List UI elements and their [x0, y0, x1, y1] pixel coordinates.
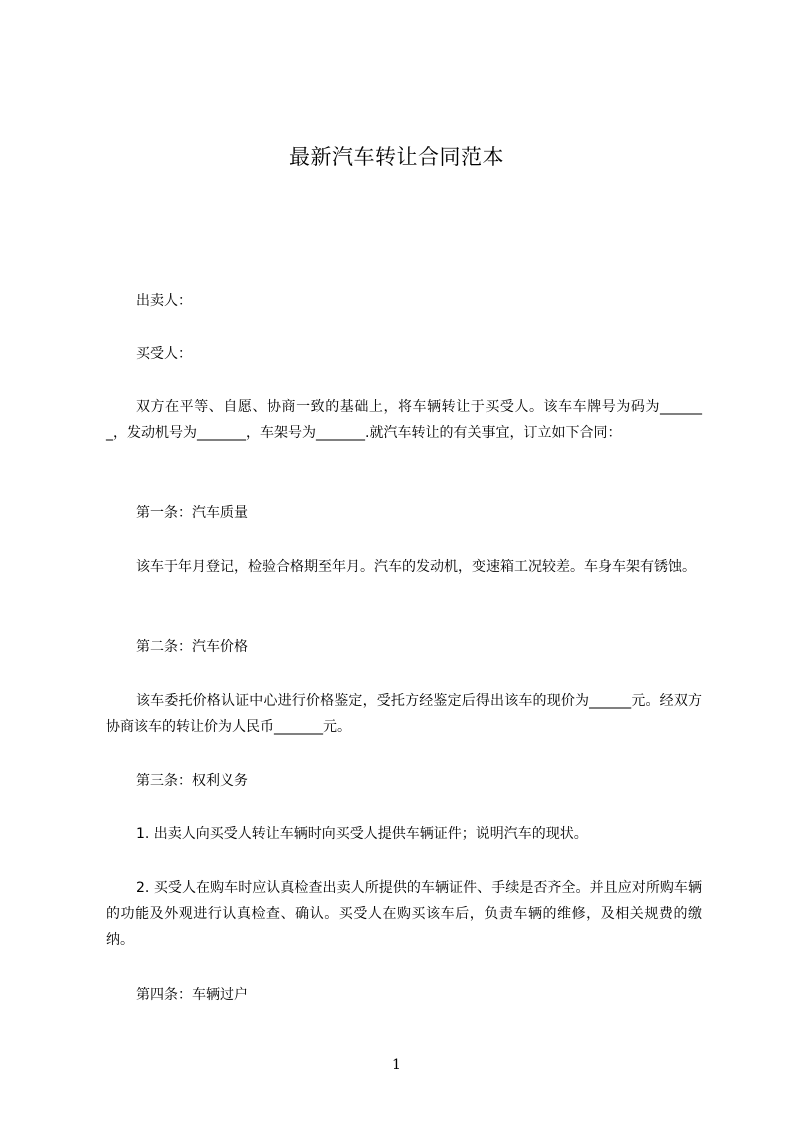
article-1-body: 该车于年月登记，检验合格期至年月。汽车的发动机，变速箱工况较差。车身车架有锈蚀。 — [136, 559, 696, 575]
document-title: 最新汽车转让合同范本 — [289, 145, 504, 169]
article-1-heading: 第一条：汽车质量 — [136, 505, 248, 521]
preamble-paragraph: 双方在平等、自愿、协商一致的基础上，将车辆转让于买受人。该车车牌号为码为_______，发动机号为_______，车架号为_______.就汽车转让的有关事宜，订立如下合同： — [106, 399, 702, 441]
article-3-heading: 第三条：权利义务 — [136, 773, 248, 789]
buyer-line: 买受人： — [136, 346, 192, 362]
article-3-clause-1: 1. 出卖人向买受人转让车辆时向买受人提供车辆证件；说明汽车的现状。 — [136, 826, 588, 842]
page-number: 1 — [392, 1057, 401, 1073]
article-2-heading: 第二条：汽车价格 — [136, 639, 248, 655]
article-3-clause-2: 2. 买受人在购车时应认真检查出卖人所提供的车辆证件、手续是否齐全。并且应对所购车辆的功能及外观进行认真检查、确认。买受人在购买该车后，负责车辆的维修，及相关规费的缴纳。 — [106, 880, 702, 948]
seller-line: 出卖人： — [136, 293, 192, 309]
article-4-heading: 第四条：车辆过户 — [136, 987, 248, 1003]
article-2-body: 该车委托价格认证中心进行价格鉴定，受托方经鉴定后得出该车的现价为______元。经双方协商该车的转让价为人民币_______元。 — [106, 693, 702, 735]
